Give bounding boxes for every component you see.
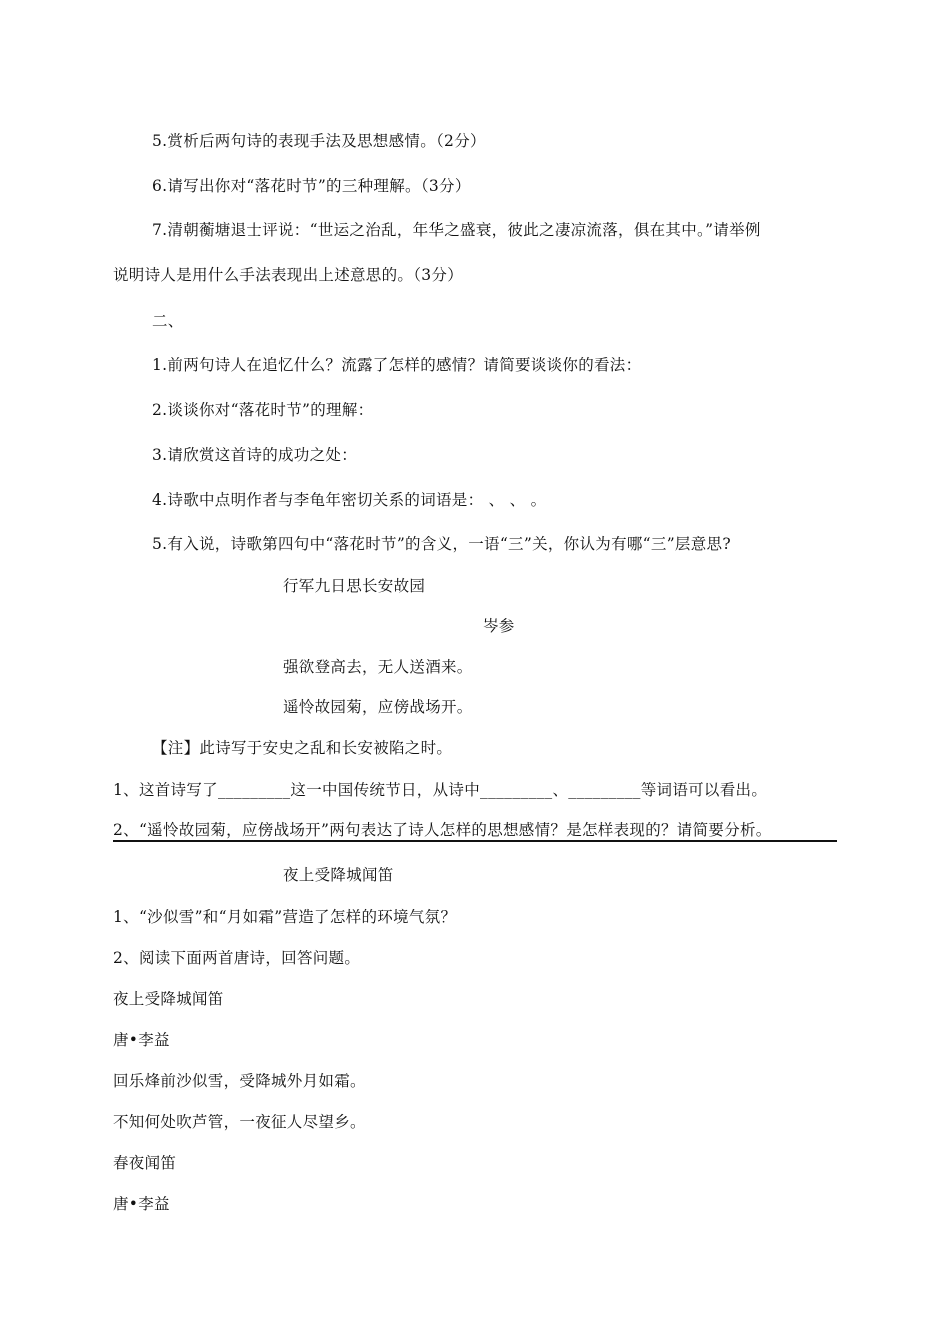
section-2-question-3: 3.请欣赏这首诗的成功之处： — [152, 446, 357, 464]
section-2-question-4: 4.诗歌中点明作者与李龟年密切关系的词语是： 、 、 。 — [152, 491, 547, 509]
poem-3-title: 春夜闻笛 — [113, 1154, 177, 1172]
question-7-line-2: 说明诗人是用什么手法表现出上述意思的。（3分） — [113, 266, 464, 284]
poem-2-line-2: 不知何处吹芦管，一夜征人尽望乡。 — [113, 1113, 366, 1131]
poem-2-author: 唐•李益 — [113, 1031, 170, 1049]
poem-1-line-1: 强欲登高去，无人送酒来。 — [283, 658, 473, 676]
poem-1-author: 岑参 — [483, 617, 515, 635]
horizontal-divider — [113, 840, 837, 842]
poem-2-question-2: 2、阅读下面两首唐诗，回答问题。 — [113, 949, 361, 967]
poem-1-line-2: 遥怜故园菊，应傍战场开。 — [283, 698, 473, 716]
poem-2-title: 夜上受降城闻笛 — [113, 990, 224, 1008]
poem-1-question-1: 1、这首诗写了_________这一中国传统节日，从诗中_________、_________等词语可以看出。 — [113, 781, 768, 799]
section-2-question-2: 2.谈谈你对“落花时节”的理解： — [152, 401, 374, 419]
section-2-question-1: 1.前两句诗人在追忆什么？流露了怎样的感情？请简要谈谈你的看法： — [152, 356, 642, 374]
poem-1-title: 行军九日思长安故园 — [283, 577, 426, 595]
poem-1-question-2: 2、“遥怜故园菊，应傍战场开”两句表达了诗人怎样的思想感情？是怎样表现的？请简要分析。 — [113, 821, 772, 839]
section-heading-2: 二、 — [152, 312, 184, 330]
section-2-question-5: 5.有入说，诗歌第四句中“落花时节”的含义，一语“三”关，你认为有哪“三”层意思? — [152, 535, 731, 553]
poem-2-heading: 夜上受降城闻笛 — [283, 866, 394, 884]
poem-2-line-1: 回乐烽前沙似雪，受降城外月如霜。 — [113, 1072, 366, 1090]
poem-3-author: 唐•李益 — [113, 1195, 170, 1213]
question-6: 6.请写出你对“落花时节”的三种理解。（3分） — [152, 177, 471, 195]
question-7-line-1: 7.清朝蘅塘退士评说：“世运之治乱，年华之盛衰，彼此之凄凉流落，俱在其中。”请举例 — [152, 221, 761, 239]
question-5: 5.赏析后两句诗的表现手法及思想感情。（2分） — [152, 132, 486, 150]
poem-2-question-1: 1、“沙似雪”和“月如霜”营造了怎样的环境气氛？ — [113, 908, 457, 926]
poem-1-note: 【注】此诗写于安史之乱和长安被陷之时。 — [152, 739, 453, 757]
